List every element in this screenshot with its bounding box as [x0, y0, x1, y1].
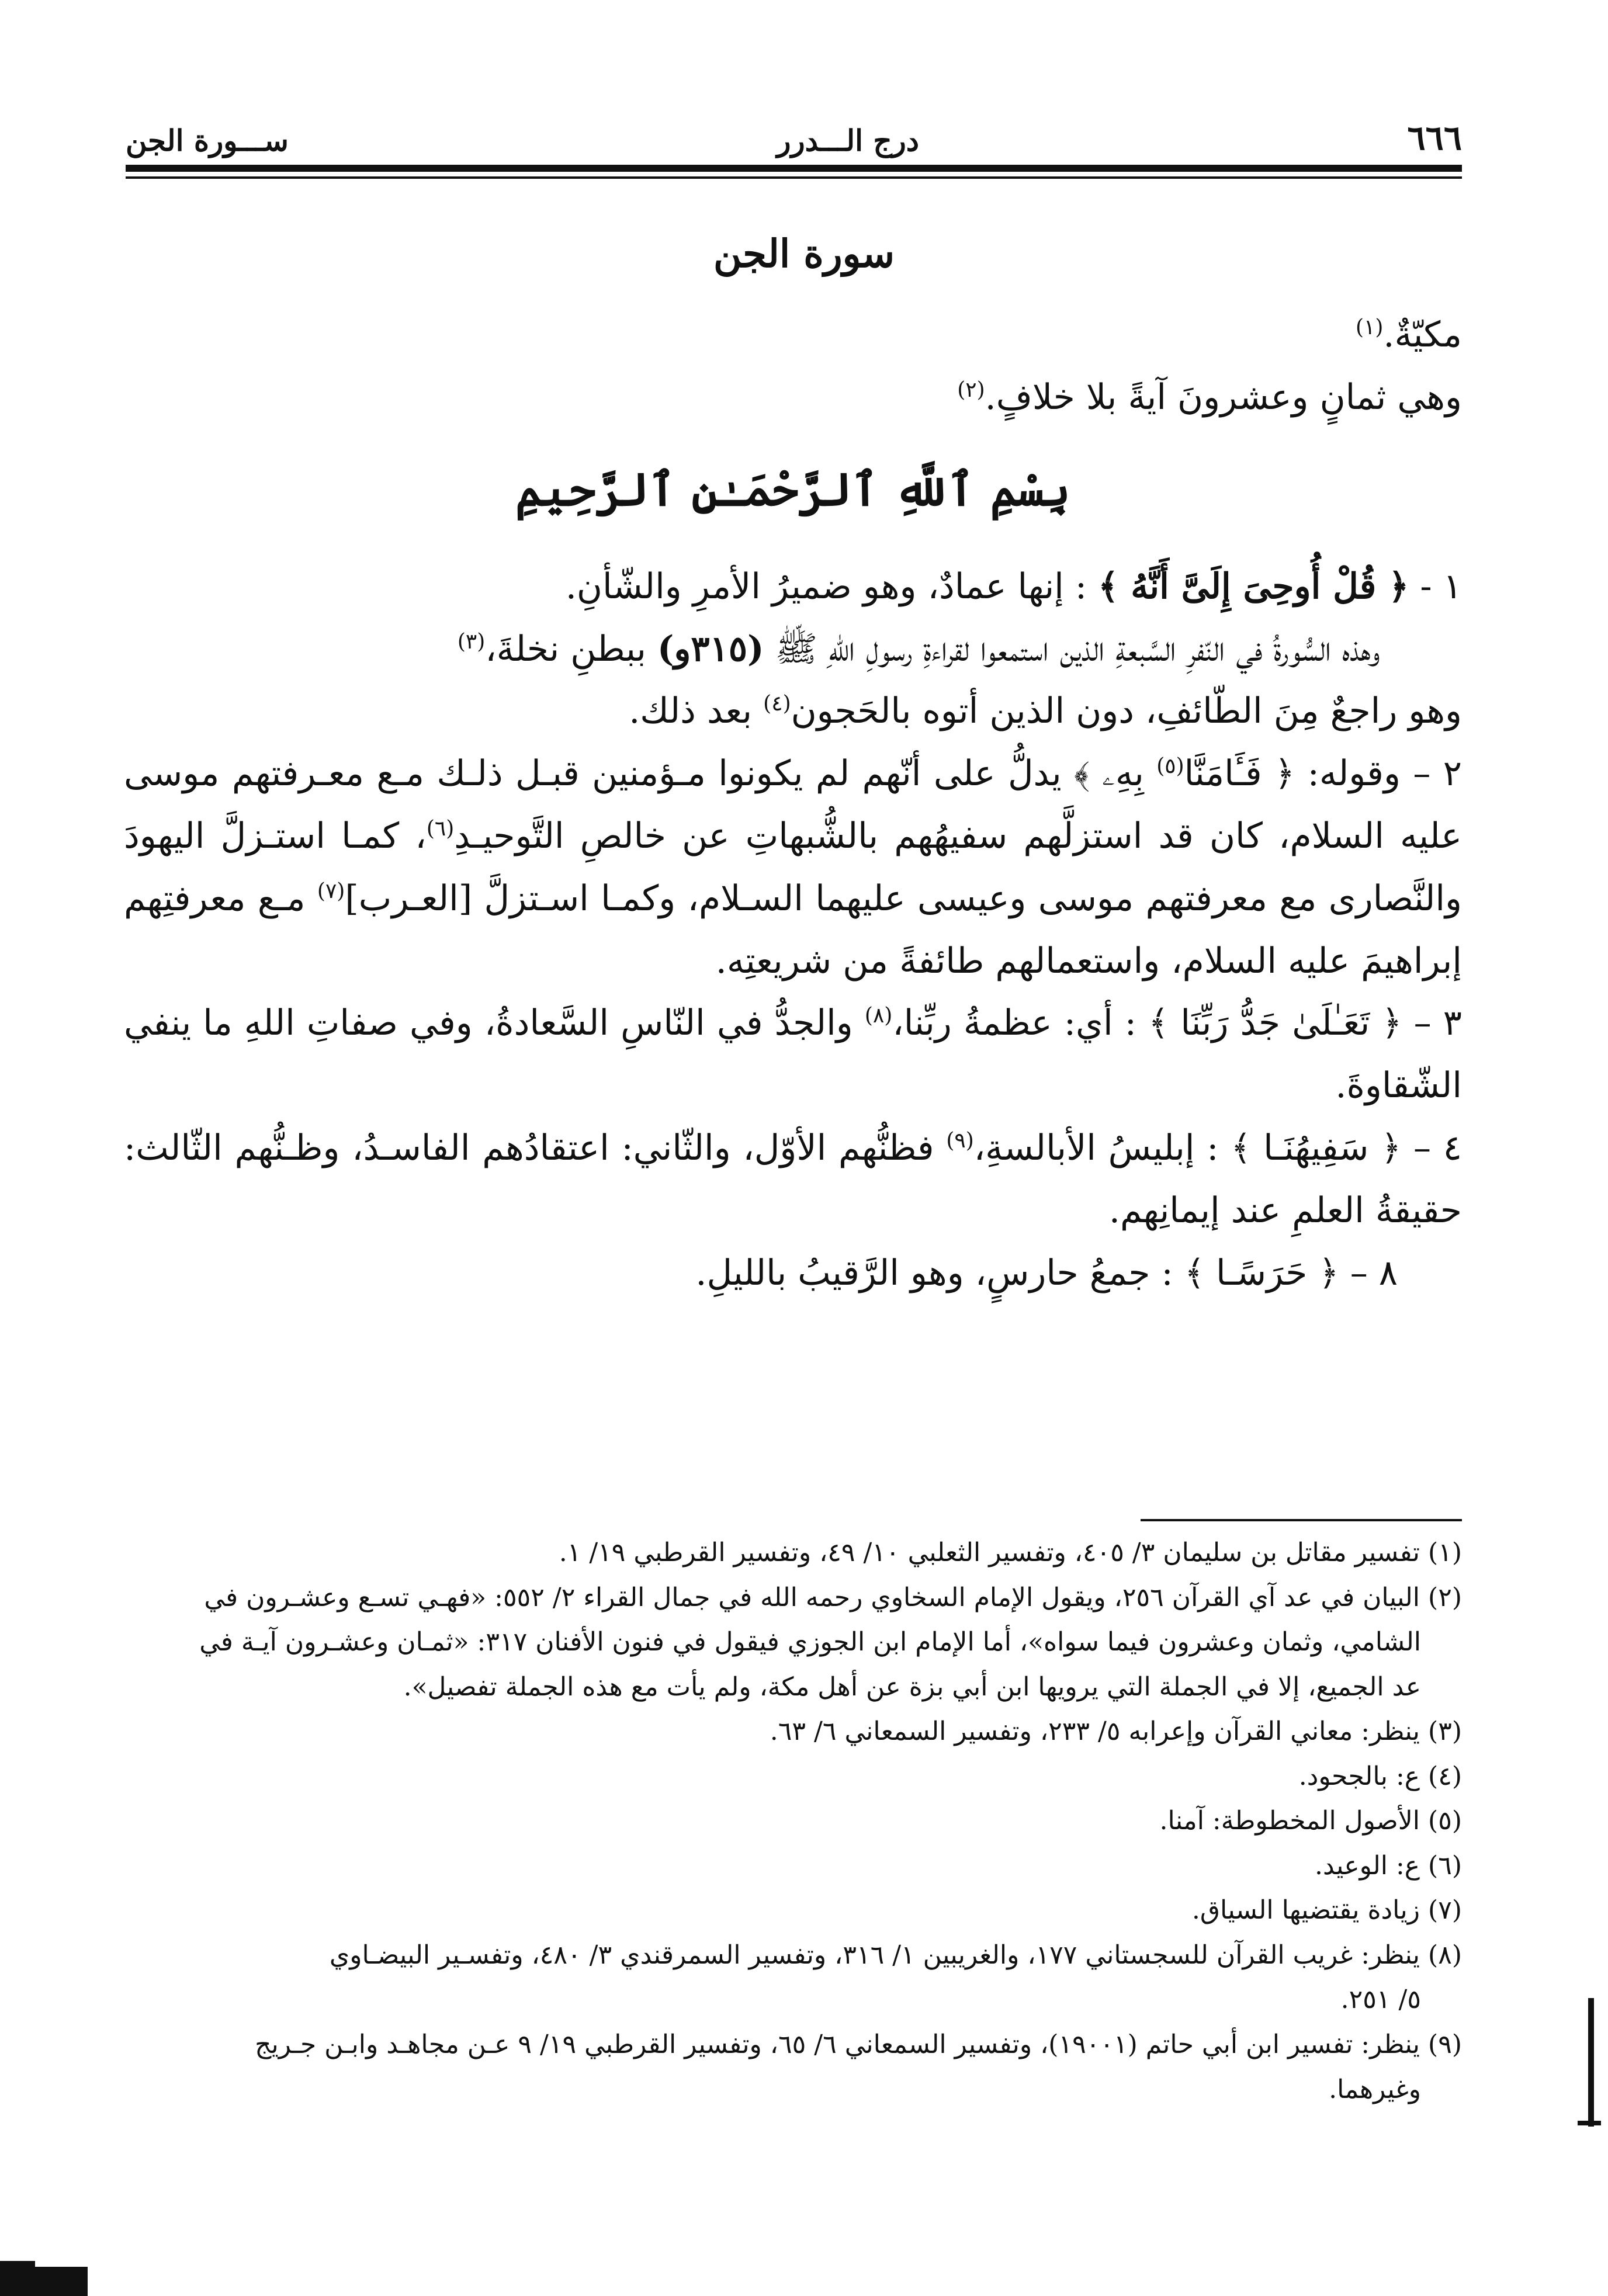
book-title: درج الـــدرر — [777, 123, 920, 158]
footnote-ref: (٣) — [457, 629, 486, 654]
sura-running-title: ســـورة الجن — [126, 123, 289, 158]
footnote-ref: (٧) — [317, 879, 345, 903]
footnote-9-cont: وغيرهما. — [1329, 2074, 1421, 2104]
footnote-9: (٩) ينظر: تفسير ابن أبي حاتم (١٩٠٠١)، وتفسير السمعاني ٦/ ٦٥، وتفسير القرطبي ١٩/ ٩ عـن مجاهـد وابـن جـريج — [255, 2030, 1462, 2060]
footnote-ref: (٦) — [426, 816, 455, 841]
sura-title: سورة الجن — [713, 231, 895, 276]
page-number: ٦٦٦ — [1407, 118, 1462, 158]
intro-line-2: وهي ثمانٍ وعشرونَ آيةً بلا خلافٍ.$^{(٢)}$ — [957, 376, 1462, 418]
scan-edge-mark — [1578, 2121, 1601, 2125]
main-text — [124, 304, 1462, 1304]
header-rule-thick — [126, 165, 1462, 172]
footnote-8: (٨) ينظر: غريب القرآن للسجستاني ١٧٧، والغريبين ١/ ٣١٦، وتفسير السمرقندي ٣/ ٤٨٠، وتفسـير البيضـاوي — [329, 1940, 1462, 1970]
footnote-ref: (٤) — [763, 692, 791, 716]
quran-quote: ﴿ قُلْ أُوحِىَ إِلَىَّ أَنَّهُ ﴾ — [1098, 566, 1409, 607]
footnote-ref: (١) — [1355, 315, 1384, 339]
footnote-2-cont: الشامي، وثمان وعشرون فيما سواه»، أما الإمام ابن الجوزي فيقول في فنون الأفنان ٣١٧: «ثمـان وعشـرون آيـة في — [199, 1627, 1421, 1657]
basmala: بِسْمِ ٱللَّهِ ٱلرَّحْمَـٰنِ ٱلرَّحِيمِ — [515, 463, 1070, 516]
footnote-ref: (٨) — [864, 1004, 893, 1028]
verse-4: ٤ – ﴿ سَفِيهُنَـا ﴾ : إبليسُ الأبالسةِ،$^{(٩)}$ فظنُّهم الأوّل، والثّاني: اعتقادُهم الفاسـدُ، وظـنُّهم الثّالث: حقيقةُ العلمِ عند إيمانِهم. — [124, 1127, 1462, 1231]
verse-1-comment: وهذه السُّورةُ في النّفرِ السَّبعةِ الذين استمعوا لقراءةِ رسولِ اللهِ ﷺ (٣١٥و) ببطنِ نخلةَ،$^{(٣)}$ — [457, 628, 1380, 670]
scan-edge-mark — [0, 2261, 35, 2296]
scan-edge-mark — [1588, 1998, 1594, 2127]
footnote-ref: (٢) — [957, 377, 985, 402]
verse-1: ١ - ﴿ قُلْ أُوحِىَ إِلَىَّ أَنَّهُ ﴾ : إنها عمادٌ، وهو ضميرُ الأمرِ والشّأنِ. — [565, 566, 1462, 607]
intro-line-1: مكيّةٌ.$^{(١)}$ — [1355, 314, 1462, 355]
footnote-ref: (٩) — [946, 1128, 974, 1153]
footnote-ref: (٥) — [1156, 754, 1184, 779]
footnotes — [124, 1531, 1462, 2112]
footnote-separator — [1141, 1519, 1462, 1521]
header-rule-thin — [126, 176, 1462, 179]
footnote-4: (٤) ع: بالجحود. — [1298, 1761, 1462, 1791]
footnote-3: (٣) ينظر: معاني القرآن وإعرابه ٥/ ٢٣٣، وتفسير السمعاني ٦/ ٦٣. — [770, 1716, 1462, 1747]
footnote-5: (٥) الأصول المخطوطة: آمنا. — [1159, 1806, 1462, 1836]
verse-8: ٨ – ﴿ حَرَسًـا ﴾ : جمعُ حارسٍ، وهو الرَّقيبُ بالليلِ. — [695, 1252, 1398, 1293]
verse-2: ٢ – وقوله: ﴿ فَـَٔامَنَّا$^{(٥)}$ بِهِۦ ﴾ يدلُّ على أنّهم لم يكونوا مـؤمنين قبـل ذلـك مـع معـرفتهم موسى عليه السلام، كان قد استزلَّهم سفيهُهم بالشُّبهاتِ عن خالصِ التَّوحيـدِ$^{(٦)}$، كمـا استـزلَّ اليهودَ والنَّصارى مع معرفتهم موسى وعيسى عليهما السـلام، وكمـا اسـتزلَّ [العـرب]$^{(٧)}$ مـع معرفتِهم إبراهيمَ عليه السلام، واستعمالهم طائفةً من شريعتِه. — [124, 753, 1462, 981]
footnote-8-cont: ٥/ ٢٥١. — [1340, 1985, 1421, 2015]
footnote-2: (٢) البيان في عد آي القرآن ٢٥٦، ويقول الإمام السخاوي رحمه الله في جمال القراء ٢/ ٥٥٢: «فهـي تسـع وعشـرون في — [204, 1582, 1462, 1612]
verse-1-comment-cont: وهو راجعٌ مِنَ الطّائفِ، دون الذين أتوه بالحَجون$^{(٤)}$ بعد ذلك. — [629, 691, 1462, 732]
footnote-1: (١) تفسير مقاتل بن سليمان ٣/ ٤٠٥، وتفسير الثعلبي ١٠/ ٤٩، وتفسير القرطبي ١٩/ ١. — [559, 1538, 1462, 1567]
verse-3: ٣ – ﴿ تَعَـٰلَىٰ جَدُّ رَبِّنَا ﴾ : أي: عظمةُ ربِّنا،$^{(٨)}$ والجدُّ في النّاسِ السَّعادةُ، وفي صفاتِ اللهِ ما ينفي الشّقاوةَ. — [124, 1003, 1462, 1107]
footnote-2-cont: عد الجميع، إلا في الجملة التي يرويها ابن أبي بزة عن أهل مكة، ولم يأت مع هذه الجملة تفصيل». — [403, 1671, 1421, 1702]
manuscript-folio-marker: (٣١٥و) — [657, 628, 764, 670]
running-header — [126, 111, 1462, 158]
footnote-6: (٦) ع: الوعيد. — [1314, 1850, 1462, 1881]
footnote-7: (٧) زيادة يقتضيها السياق. — [1191, 1895, 1462, 1926]
